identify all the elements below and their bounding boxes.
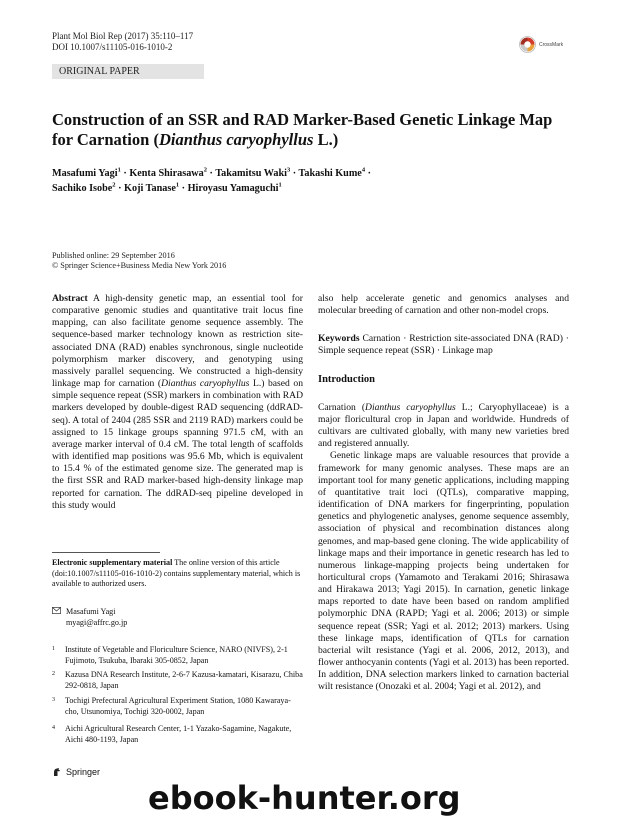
article-title (52, 110, 572, 150)
title-text: Construction of an SSR and RAD Marker-Based Genetic Linkage Map for Carnation ( (52, 110, 553, 149)
abstract-label: Abstract (52, 293, 88, 304)
title-end: L.) (313, 130, 339, 149)
publisher-name: Springer (66, 767, 101, 777)
journal-info (52, 31, 193, 53)
corresponding-author (52, 607, 127, 628)
contact-name: Masafumi Yagi (66, 607, 116, 616)
esm-text: The online version of this article (doi:10.1007/s11105-016-1010-2) contains supplementary material, which is available to authorized users. (52, 558, 301, 589)
keywords (318, 333, 569, 357)
publisher-footer (52, 767, 100, 777)
author[interactable]: Masafumi Yagi$^1$ (52, 166, 121, 179)
crossmark-icon (519, 36, 536, 53)
publication-info (52, 251, 226, 271)
right-column (318, 293, 569, 694)
abstract-column (52, 293, 303, 512)
author[interactable]: Takamitsu Waki$^3$ (215, 166, 291, 179)
doi: DOI 10.1007/s11105-016-1010-2 (52, 42, 173, 52)
author[interactable]: Hiroyasu Yamaguchi$^1$ (187, 181, 282, 194)
supplementary-note (52, 558, 303, 590)
intro-paragraph-1: Carnation (Dianthus caryophyllus L.; Caryophyllaceae) is a major floricultural crop in Japan and worldwide. Hundreds of cultivars are cultivated globally, with many new varieties bred and registered annually. (318, 401, 569, 450)
journal-citation: Plant Mol Biol Rep (2017) 35:110–117 (52, 31, 194, 41)
author-list: Masafumi Yagi$^1$ · Kenta Shirasawa$^2$ · Takamitsu Waki$^3$ · Takashi Kume$^4$ · Sachiko Isobe$^2$ · Koji Tanase$^1$ · Hiroyasu Yamaguchi$^1$ (52, 166, 372, 194)
title-species: Dianthus caryophyllus (158, 130, 314, 149)
watermark: ebook-hunter.org (148, 779, 461, 817)
author[interactable]: Kenta Shirasawa$^2$ (129, 166, 207, 179)
author[interactable]: Koji Tanase$^1$ (124, 181, 180, 194)
springer-horse-icon (52, 767, 62, 777)
esm-label: Electronic supplementary material (52, 558, 173, 567)
section-heading-introduction: Introduction (318, 373, 375, 385)
affiliation: 2 Kazusa DNA Research Institute, 2-6-7 Kazusa-kamatari, Kisarazu, Chiba 292-0818, Japan (52, 670, 303, 690)
keywords-text: Carnation · Restriction site-associated DNA (RAD) · Simple sequence repeat (SSR) · Linkage map (318, 333, 569, 357)
crossmark-badge[interactable] (519, 36, 563, 53)
paper-type-banner: ORIGINAL PAPER (52, 64, 204, 79)
abstract: Abstract A high-density genetic map, an essential tool for comparative genomic studies and quantitative trait locus fine mapping, can also facilitate genome sequence assembly. The sequence-based marker technology known as restriction site-associated DNA (RAD) enables synchronous, single nucleotide polymorphism marker discovery, and genotyping using massively parallel sequencing. We constructed a high-density linkage map for carnation (Dianthus caryophyllus L.) based on simple sequence repeat (SSR) markers in combination with RAD markers developed by double-digest RAD sequencing (ddRAD-seq). A total of 2404 (285 SSR and 2119 RAD) markers could be assigned to 15 linkage groups spanning 971.5 cM, with an average marker interval of 0.4 cM. The total length of scaffolds with identified map positions was 95.6 Mb, which is equivalent to 15.4 % of the estimated genome size. The generated map is the first SSR and RAD marker-based high-density linkage map reported for carnation. The ddRAD-seq pipeline developed in this study would (52, 293, 303, 511)
footnote-divider (52, 552, 160, 553)
published-date: Published online: 29 September 2016 (52, 251, 175, 260)
abstract-continued: also help accelerate genetic and genomics analyses and molecular breeding of carnation and other non-model crops. (318, 293, 569, 317)
crossmark-label: CrossMark (539, 41, 564, 48)
affiliation: 3 Tochigi Prefectural Agricultural Experiment Station, 1080 Kawaraya-cho, Utsunomiya, Tochigi 320-0002, Japan (52, 696, 291, 716)
copyright: © Springer Science+Business Media New York 2016 (52, 261, 227, 270)
affiliation: 1 Institute of Vegetable and Floriculture Science, NARO (NIVFS), 2-1 Fujimoto, Tsukuba, Ibaraki 305-0852, Japan (52, 645, 288, 665)
author[interactable]: Takashi Kume$^4$ (298, 166, 366, 179)
affiliation: 4 Aichi Agricultural Research Center, 1-1 Yazako-Sagamine, Nagakute, Aichi 480-1193, Japan (52, 724, 292, 744)
keywords-label: Keywords (318, 333, 360, 345)
author[interactable]: Sachiko Isobe$^2$ (52, 181, 116, 194)
envelope-icon (52, 607, 61, 628)
intro-paragraph-2: Genetic linkage maps are valuable resources that provide a framework for many genomic analyses. These maps are an important tool for many genetic applications, including mapping of quantitative trait loci (QTLs), comparative mapping, identification of DNA markers for fingerprinting, population genetics and phylogenetic analyses, genome sequence assembly, association of physical and recombination distances along genomes, and map-based gene cloning. The wide applicability of linkage maps and their importance in genetic research has led to numerous linkage-mapping projects being undertaken for horticultural crops (Yamamoto and Terakami 2016; Shirasawa and Hirakawa 2013; Yagi 2015). In carnation, genetic linkage maps reported to date have been based on random amplified polymorphic DNA (RAPD; Yagi et al. 2006; 2013) or simple sequence repeat (SSR; Yagi et al. 2012; 2013) markers. Using these linkage maps, identification of QTLs for carnation bacterial wilt resistance (Yagi et al. 2006, 2012, 2013), and flower anthocyanin contents (Yagi et al. 2013) has been reported. In addition, DNA selection markers linked to carnation bacterial wilt resistance (Onozaki et al. 2004; Yagi et al. 2012), and (318, 450, 569, 693)
contact-email[interactable]: myagi@affrc.go.jp (66, 617, 128, 627)
